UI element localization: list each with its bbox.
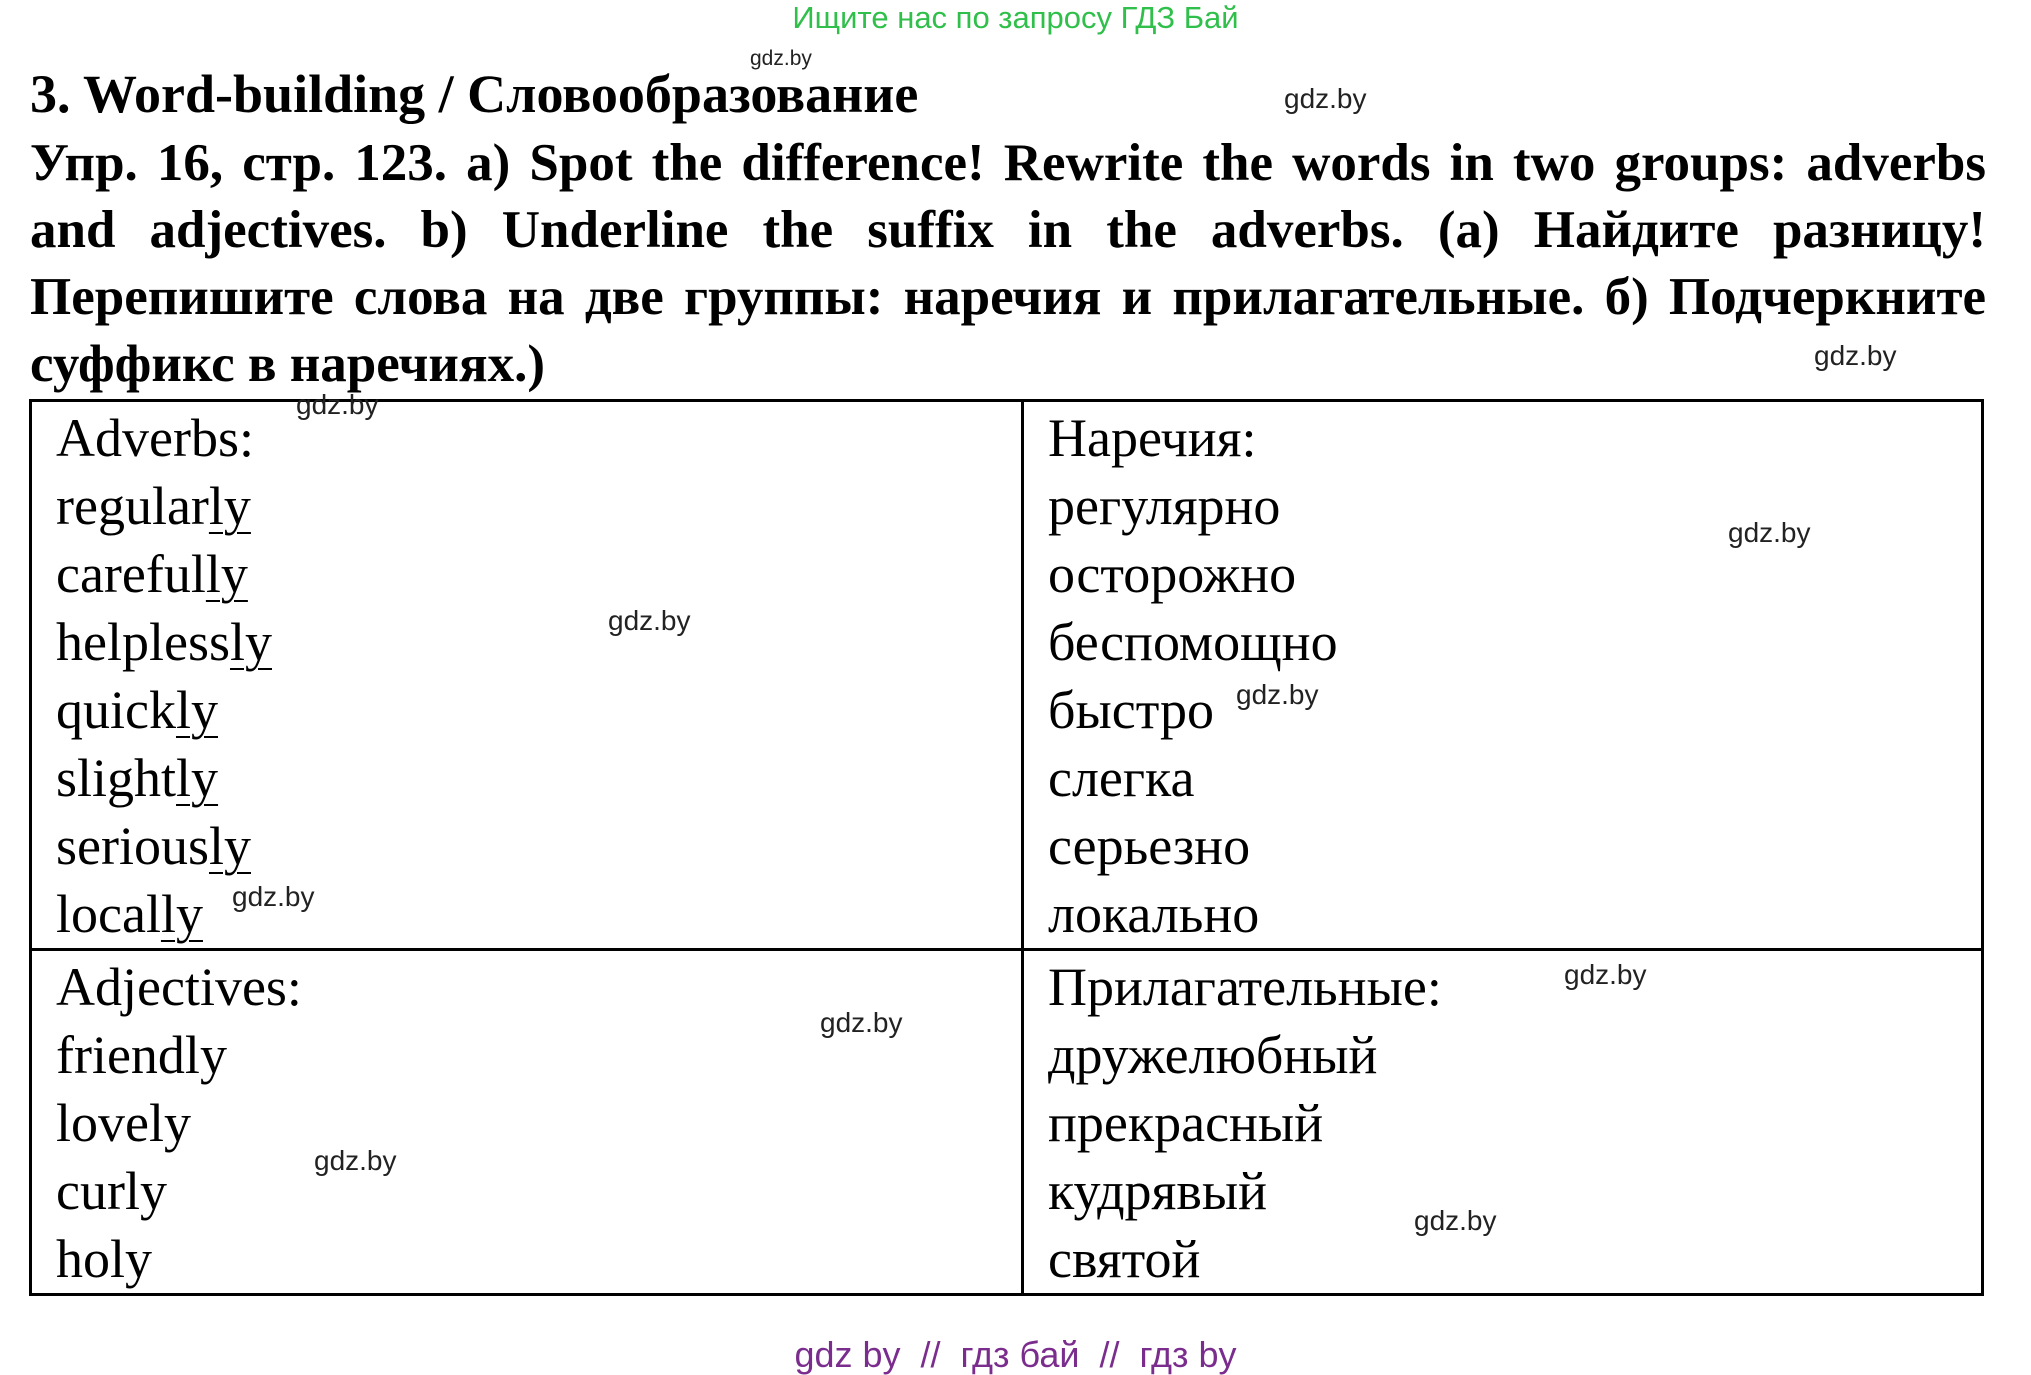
adjective-ru-word: святой (1048, 1229, 1201, 1289)
adverb-word: seriously (56, 816, 251, 876)
suffix-underlined: ly (205, 544, 248, 604)
adjectives-ru-header: Прилагательные: (1048, 957, 1442, 1017)
adverb-ru-word: локально (1048, 884, 1260, 944)
adjectives-cell (31, 950, 1023, 1295)
task-text: Упр. 16, стр. 123. a) Spot the difference! Rewrite the words in two groups: adverbs and adjectives. b) Underline the suffix in the adverbs. (а) Найдите разницу! Перепишите слова на две группы: наречия и прилагательные. б) Подчеркните суффикс в наречиях.) (30, 134, 1986, 393)
watermark: gdz.by (1284, 83, 1367, 114)
adjectives-header: Adjectives: (56, 957, 302, 1017)
watermark: gdz.by (1236, 679, 1319, 710)
section-title: 3. Word-building / Словообразование (30, 64, 919, 124)
watermark: gdz.by (296, 389, 379, 420)
watermark: gdz.by (1728, 517, 1811, 548)
adjective-word: friendly (56, 1025, 227, 1085)
watermark: gdz.by (232, 881, 315, 912)
adjective-ru-word: прекрасный (1048, 1093, 1324, 1153)
suffix-underlined: ly (160, 884, 203, 944)
watermark: gdz.by (1414, 1205, 1497, 1236)
watermark: gdz.by (608, 605, 691, 636)
adverb-ru-word: серьезно (1048, 816, 1251, 876)
adverb-ru-word: беспомощно (1048, 612, 1338, 672)
adverb-word: helplessly (56, 612, 272, 672)
adverbs-header: Adverbs: (56, 408, 254, 468)
watermark: gdz.by (750, 47, 812, 70)
watermark: gdz.by (314, 1145, 397, 1176)
adverb-ru-word: осторожно (1048, 544, 1297, 604)
adjective-ru-word: кудрявый (1048, 1161, 1268, 1221)
suffix-underlined: ly (175, 680, 218, 740)
adjective-word: holy (56, 1229, 153, 1289)
suffix-underlined: ly (208, 476, 251, 536)
watermark: gdz.by (1564, 959, 1647, 990)
adverb-ru-word: слегка (1048, 748, 1195, 808)
adverb-word: carefully (56, 544, 248, 604)
adjectives-ru-cell (1023, 950, 1983, 1295)
adjective-word: curly (56, 1161, 167, 1221)
adverb-ru-word: быстро (1048, 680, 1214, 740)
adverbs-row (31, 401, 1983, 950)
adjective-ru-word: дружелюбный (1048, 1025, 1378, 1085)
suffix-underlined: ly (208, 816, 251, 876)
adverbs-ru-cell (1023, 401, 1983, 950)
watermark: gdz.by (820, 1007, 903, 1038)
search-banner: Ищите нас по запросу ГДЗ Бай (792, 0, 1239, 35)
adverb-ru-word: регулярно (1048, 476, 1281, 536)
suffix-underlined: ly (176, 748, 219, 808)
adverbs-ru-header: Наречия: (1048, 408, 1257, 468)
footer-links: gdz by // гдз бай // гдз by (794, 1334, 1237, 1375)
suffix-underlined: ly (229, 612, 272, 672)
adjectives-row (31, 950, 1983, 1295)
adverb-word: locally (56, 884, 203, 944)
adverb-word: quickly (56, 680, 218, 740)
adjective-word: lovely (56, 1093, 191, 1153)
watermark: gdz.by (1814, 340, 1897, 371)
adverb-word: regularly (56, 476, 251, 536)
adverbs-cell (31, 401, 1023, 950)
adverb-word: slightly (56, 748, 219, 808)
